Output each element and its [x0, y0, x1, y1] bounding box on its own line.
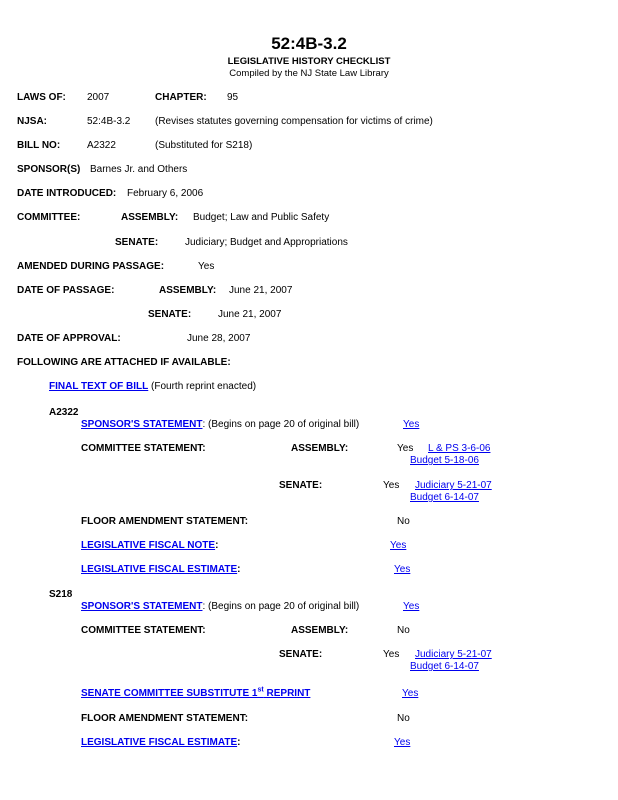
passage-assembly-label: ASSEMBLY: — [159, 285, 217, 296]
a2322-fiscal-note-link[interactable]: LEGISLATIVE FISCAL NOTE — [81, 540, 216, 551]
a2322-assembly-label: ASSEMBLY: — [291, 443, 349, 454]
s218-senate-judiciary-link[interactable]: Judiciary 5-21-07 — [415, 649, 492, 660]
bill-no-label: BILL NO: — [17, 140, 61, 151]
a2322-fiscal-note-yes-link[interactable]: Yes — [390, 540, 407, 551]
s218-sponsor-statement-note: : (Begins on page 20 of original bill) — [202, 601, 360, 612]
s218-assembly-value: No — [397, 625, 410, 636]
committee-senate-value: Judiciary; Budget and Appropriations — [185, 237, 348, 248]
committee-senate-label: SENATE: — [115, 237, 159, 248]
s218-fiscal-estimate-yes-link[interactable]: Yes — [394, 737, 411, 748]
a2322-assembly-yes: Yes — [397, 443, 414, 454]
page-title: 52:4B-3.2 — [271, 34, 347, 53]
a2322-fiscal-estimate-yes-link[interactable]: Yes — [394, 564, 411, 575]
a2322-sponsor-statement-yes-link[interactable]: Yes — [403, 419, 420, 430]
compiled-by: Compiled by the NJ State Law Library — [229, 68, 389, 79]
sponsor-value: Barnes Jr. and Others — [90, 164, 188, 175]
passage-senate-value: June 21, 2007 — [218, 309, 282, 320]
s218-assembly-label: ASSEMBLY: — [291, 625, 349, 636]
a2322-fiscal-estimate-colon: : — [237, 564, 241, 575]
s218-substitute-yes-link[interactable]: Yes — [402, 688, 419, 699]
s218-fiscal-estimate-colon: : — [237, 737, 241, 748]
a2322-sponsor-statement-note: : (Begins on page 20 of original bill) — [202, 419, 360, 430]
s218-senate-budget-link[interactable]: Budget 6-14-07 — [410, 661, 479, 672]
s218-section-label: S218 — [49, 589, 73, 600]
a2322-assembly-lps-link[interactable]: L & PS 3-6-06 — [428, 443, 491, 454]
s218-fiscal-estimate-link[interactable]: LEGISLATIVE FISCAL ESTIMATE — [81, 737, 238, 748]
s218-substitute-link[interactable] — [81, 688, 310, 700]
a2322-floor-amendment-label: FLOOR AMENDMENT STATEMENT: — [81, 516, 249, 527]
committee-label: COMMITTEE: — [17, 212, 81, 223]
a2322-floor-amendment-value: No — [397, 516, 410, 527]
a2322-senate-yes: Yes — [383, 480, 400, 491]
s218-committee-statement-label: COMMITTEE STATEMENT: — [81, 625, 206, 636]
a2322-sponsor-statement-row — [81, 419, 359, 431]
date-of-approval-label: DATE OF APPROVAL: — [17, 333, 121, 344]
s218-floor-amendment-value: No — [397, 713, 410, 724]
final-text-row — [49, 381, 256, 393]
s218-sponsor-statement-row — [81, 601, 359, 613]
chapter-label: CHAPTER: — [155, 92, 207, 103]
a2322-section-label: A2322 — [49, 407, 79, 418]
a2322-senate-judiciary-link[interactable]: Judiciary 5-21-07 — [415, 480, 492, 491]
laws-of-label: LAWS OF: — [17, 92, 66, 103]
date-introduced-label: DATE INTRODUCED: — [17, 188, 117, 199]
a2322-assembly-budget-link[interactable]: Budget 5-18-06 — [410, 455, 479, 466]
a2322-fiscal-note-row — [81, 540, 218, 552]
final-text-note: (Fourth reprint enacted) — [148, 381, 257, 392]
a2322-fiscal-note-colon: : — [215, 540, 219, 551]
njsa-note: (Revises statutes governing compensation for victims of crime) — [155, 116, 433, 127]
s218-substitute-link-text-b: REPRINT — [263, 688, 311, 699]
sponsor-label: SPONSOR(S) — [17, 164, 81, 175]
date-introduced-value: February 6, 2006 — [127, 188, 204, 199]
committee-assembly-value: Budget; Law and Public Safety — [193, 212, 330, 223]
amended-label: AMENDED DURING PASSAGE: — [17, 261, 165, 272]
njsa-label: NJSA: — [17, 116, 48, 127]
s218-fiscal-estimate-row — [81, 737, 240, 749]
s218-floor-amendment-label: FLOOR AMENDMENT STATEMENT: — [81, 713, 249, 724]
a2322-committee-statement-label: COMMITTEE STATEMENT: — [81, 443, 206, 454]
s218-sponsor-statement-yes-link[interactable]: Yes — [403, 601, 420, 612]
passage-assembly-value: June 21, 2007 — [229, 285, 293, 296]
date-of-approval-value: June 28, 2007 — [187, 333, 251, 344]
a2322-fiscal-estimate-link[interactable]: LEGISLATIVE FISCAL ESTIMATE — [81, 564, 238, 575]
attached-heading: FOLLOWING ARE ATTACHED IF AVAILABLE: — [17, 357, 231, 368]
final-text-link[interactable]: FINAL TEXT OF BILL — [49, 381, 149, 392]
s218-sponsor-statement-link[interactable]: SPONSOR'S STATEMENT — [81, 601, 203, 612]
passage-senate-label: SENATE: — [148, 309, 192, 320]
bill-no-note: (Substituted for S218) — [155, 140, 253, 151]
a2322-senate-budget-link[interactable]: Budget 6-14-07 — [410, 492, 479, 503]
s218-substitute-link-sup: st — [257, 686, 264, 694]
s218-senate-yes: Yes — [383, 649, 400, 660]
date-of-passage-label: DATE OF PASSAGE: — [17, 285, 115, 296]
committee-assembly-label: ASSEMBLY: — [121, 212, 179, 223]
checklist-subtitle: LEGISLATIVE HISTORY CHECKLIST — [227, 56, 391, 67]
chapter-value: 95 — [227, 92, 239, 103]
a2322-senate-label: SENATE: — [279, 480, 323, 491]
bill-no-value: A2322 — [87, 140, 116, 151]
s218-substitute-link-text-a: SENATE COMMITTEE SUBSTITUTE 1 — [81, 688, 258, 699]
amended-value: Yes — [198, 261, 215, 272]
laws-of-value: 2007 — [87, 92, 110, 103]
njsa-value: 52:4B-3.2 — [87, 116, 131, 127]
a2322-fiscal-estimate-row — [81, 564, 240, 576]
s218-senate-label: SENATE: — [279, 649, 323, 660]
a2322-sponsor-statement-link[interactable]: SPONSOR'S STATEMENT — [81, 419, 203, 430]
